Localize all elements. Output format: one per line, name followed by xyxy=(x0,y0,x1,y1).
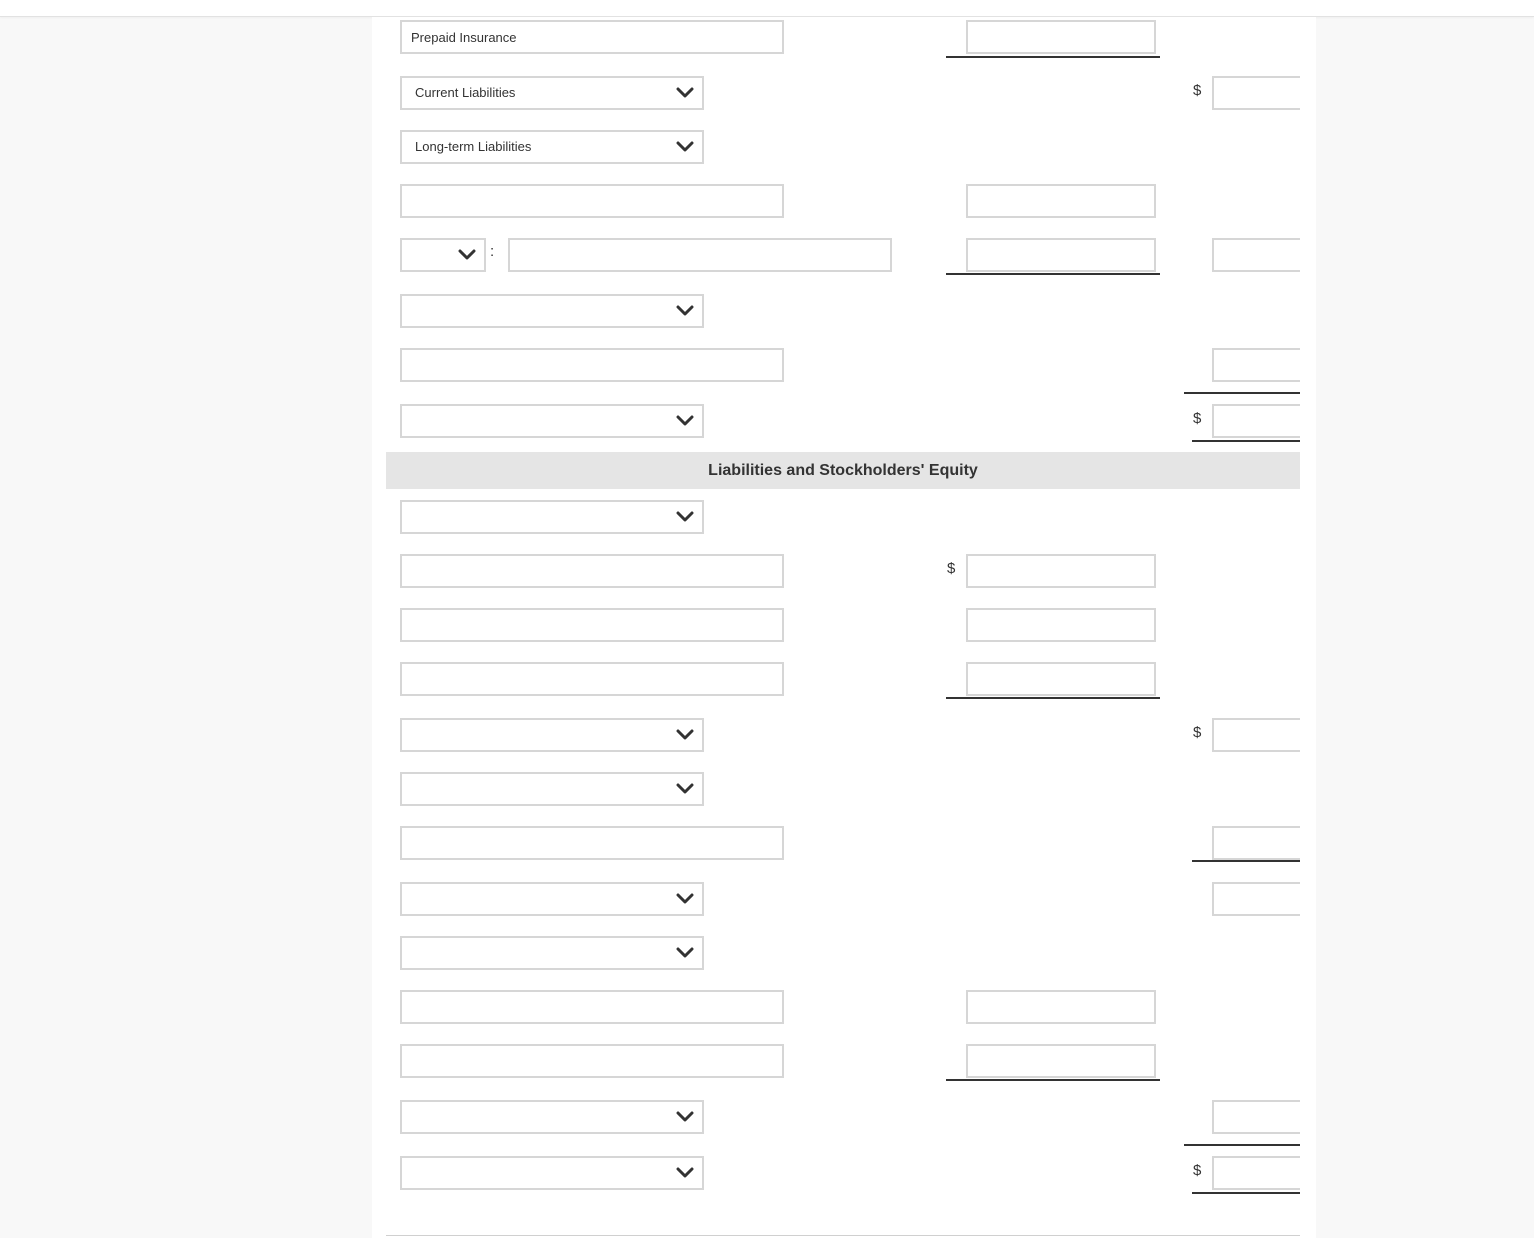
account-detail-input[interactable] xyxy=(508,238,892,272)
chevron-down-icon xyxy=(676,1167,694,1179)
total-underline xyxy=(1192,860,1300,862)
account-name-input[interactable] xyxy=(400,826,784,860)
account-select[interactable] xyxy=(400,772,704,806)
account-name-input[interactable] xyxy=(400,348,784,382)
account-name-input-prepaid-insurance[interactable] xyxy=(400,20,784,54)
total-amount-input[interactable] xyxy=(1212,882,1300,916)
account-select[interactable] xyxy=(400,718,704,752)
chevron-down-icon xyxy=(458,249,476,261)
total-amount-input[interactable] xyxy=(1212,718,1300,752)
account-name-input[interactable] xyxy=(400,1044,784,1078)
subtotal-underline xyxy=(946,273,1160,275)
chevron-down-icon xyxy=(676,1111,694,1123)
account-name-input[interactable] xyxy=(400,662,784,696)
subtotal-underline xyxy=(946,697,1160,699)
chevron-down-icon xyxy=(676,893,694,905)
double-underline xyxy=(1192,440,1300,442)
amount-input[interactable] xyxy=(966,184,1156,218)
account-select-total[interactable] xyxy=(400,404,704,438)
amount-input-prepaid-insurance[interactable] xyxy=(966,20,1156,54)
account-name-input[interactable] xyxy=(400,608,784,642)
amount-input[interactable] xyxy=(966,662,1156,696)
select-value: Long-term Liabilities xyxy=(415,139,532,154)
total-amount-input[interactable] xyxy=(1212,348,1300,382)
account-prefix-select[interactable] xyxy=(400,238,486,272)
account-name-input[interactable] xyxy=(400,554,784,588)
amount-input[interactable] xyxy=(966,238,1156,272)
amount-input[interactable] xyxy=(966,554,1156,588)
account-select[interactable] xyxy=(400,500,704,534)
select-value: Current Liabilities xyxy=(415,85,516,100)
total-amount-input[interactable] xyxy=(1212,238,1300,272)
account-select-long-term-liabilities[interactable] xyxy=(400,130,704,164)
chevron-down-icon xyxy=(676,947,694,959)
amount-input[interactable] xyxy=(966,1044,1156,1078)
dollar-sign: $ xyxy=(1193,724,1202,741)
total-assets-input[interactable] xyxy=(1212,404,1300,438)
amount-input[interactable] xyxy=(966,608,1156,642)
chevron-down-icon xyxy=(676,305,694,317)
dollar-sign: $ xyxy=(947,560,956,577)
account-select-current-liabilities[interactable] xyxy=(400,76,704,110)
chevron-down-icon xyxy=(676,511,694,523)
account-select-total[interactable] xyxy=(400,1156,704,1190)
dollar-sign: $ xyxy=(1193,410,1202,427)
account-select[interactable] xyxy=(400,936,704,970)
top-bar xyxy=(0,0,1534,17)
total-amount-input[interactable] xyxy=(1212,826,1300,860)
total-amount-input[interactable] xyxy=(1212,76,1300,110)
chevron-down-icon xyxy=(676,729,694,741)
chevron-down-icon xyxy=(676,141,694,153)
panel-bottom-rule xyxy=(386,1235,1300,1236)
account-select[interactable] xyxy=(400,294,704,328)
dollar-sign: $ xyxy=(1193,82,1202,99)
account-select[interactable] xyxy=(400,1100,704,1134)
chevron-down-icon xyxy=(676,415,694,427)
amount-input[interactable] xyxy=(966,990,1156,1024)
chevron-down-icon xyxy=(676,87,694,99)
subtotal-underline xyxy=(946,56,1160,58)
subtotal-underline xyxy=(946,1079,1160,1081)
chevron-down-icon xyxy=(676,783,694,795)
section-title: Liabilities and Stockholders' Equity xyxy=(708,462,978,479)
dollar-sign: $ xyxy=(1193,1162,1202,1179)
colon-separator: : xyxy=(490,243,495,260)
total-underline xyxy=(1184,392,1300,394)
account-name-input[interactable] xyxy=(400,184,784,218)
account-name-input[interactable] xyxy=(400,990,784,1024)
total-amount-input[interactable] xyxy=(1212,1100,1300,1134)
total-liabilities-equity-input[interactable] xyxy=(1212,1156,1300,1190)
account-select[interactable] xyxy=(400,882,704,916)
total-underline xyxy=(1184,1144,1300,1146)
section-header xyxy=(386,452,1300,489)
double-underline xyxy=(1192,1192,1300,1194)
